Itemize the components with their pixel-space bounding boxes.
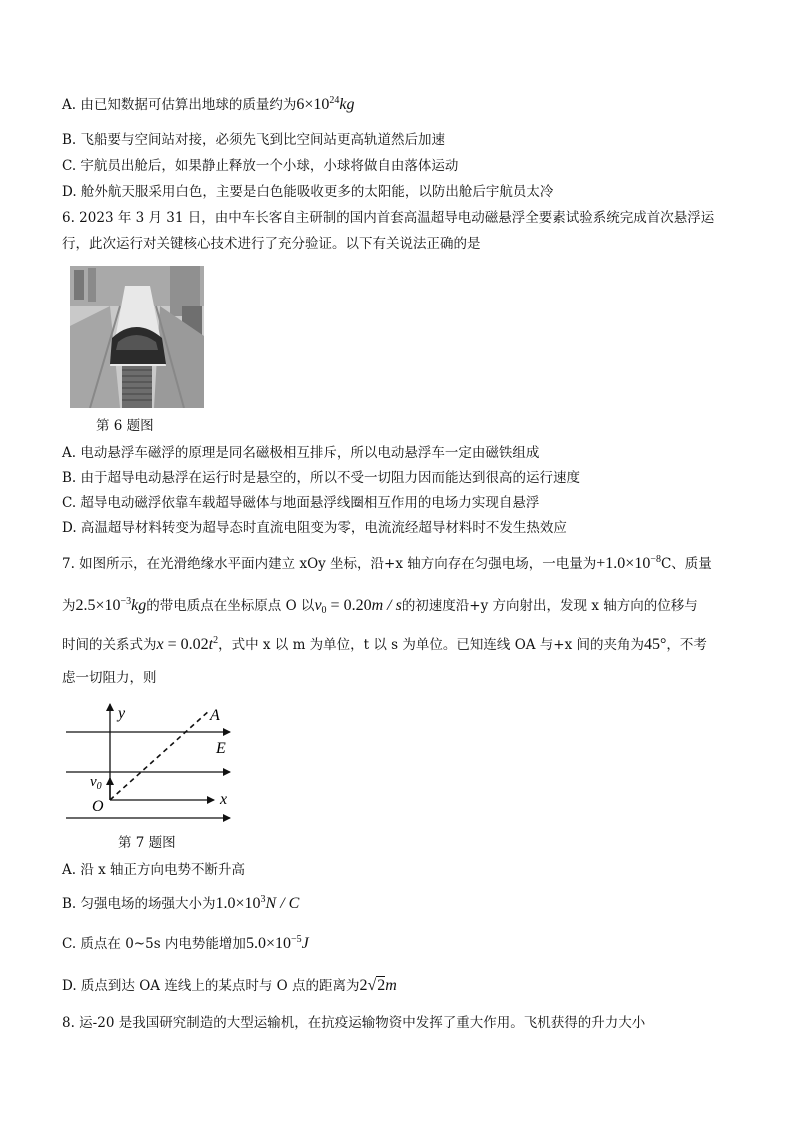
y-label: y: [118, 705, 126, 722]
q5-option-a: A. 由已知数据可估算出地球的质量约为$6\times 10^{24}kg$: [62, 95, 355, 113]
q5-option-c: C. 宇航员出舱后，如果静止释放一个小球，小球将做自由落体运动: [62, 158, 459, 174]
q7-option-c-math: $5.0\times 10^{-5}J$: [245, 934, 309, 952]
q7-option-b: B. 匀强电场的场强大小为$1.0\times 10^3N / C$: [62, 894, 300, 912]
q6-stem-line2: 行，此次运行对关键核心技术进行了充分验证。以下有关说法正确的是: [62, 236, 481, 252]
q7-option-c: C. 质点在 0~5s 内电势能增加$5.0\times 10^{-5}J$: [62, 934, 309, 952]
q6-option-c: C. 超导电动磁浮依靠车载超导磁体与地面悬浮线圈相互作用的电场力实现自悬浮: [62, 495, 540, 511]
q7-charge-value: $+1.0\times 10^{-8}$: [596, 554, 661, 572]
x-label: x: [220, 791, 228, 808]
maglev-train-photo: [70, 266, 204, 408]
q5-option-d: D. 舱外航天服采用白色，主要是白色能吸收更多的太阳能，以防出舱后宇航员太冷: [62, 184, 554, 200]
q7-option-d: D. 质点到达 OA 连线上的某点时与 O 点的距离为2√2m: [62, 977, 397, 994]
q7-velocity-value: $v_0 = 0.20m / s$: [314, 597, 402, 616]
q7-figure-caption: 第 7 题图: [118, 835, 176, 851]
q7-diagram-svg: [60, 700, 240, 830]
q7-option-a: A. 沿 x 轴正方向电势不断升高: [62, 862, 246, 878]
q7-stem-line3: 时间的关系式为$x = 0.02t^2$，式中 x 以 m 为单位，t 以 s 为单位。已知连线 OA 与+x 间的夹角为45°，不考: [62, 635, 707, 653]
q6-option-a: A. 电动悬浮车磁浮的原理是同名磁极相互排斥，所以电动悬浮车一定由磁铁组成: [62, 445, 540, 461]
q7-option-d-math: 2√2m: [359, 977, 397, 994]
q7-displacement-formula: $x = 0.02t^2$: [156, 635, 219, 653]
o-label: O: [92, 798, 104, 815]
v0-label: $v_0$: [90, 774, 102, 792]
q6-stem-line1: 6. 2023 年 3 月 31 日，由中车长客自主研制的国内首套高温超导电动磁悬浮全要素试验系统完成首次悬浮运: [62, 210, 715, 226]
q8-stem-line1: 8. 运-20 是我国研究制造的大型运输机，在抗疫运输物资中发挥了重大作用。飞机获得的升力大小: [62, 1015, 646, 1031]
q7-option-b-math: $1.0\times 10^3N / C$: [215, 894, 300, 912]
q7-stem-line2: 为$2.5\times 10^{-3}kg$的带电质点在坐标原点 O 以$v_0 = 0.20m / s$的初速度沿+y 方向射出，发现 x 轴方向的位移与: [62, 596, 698, 616]
q5-option-a-math: $6\times 10^{24}kg$: [296, 95, 355, 113]
q7-field-diagram: [60, 700, 240, 830]
q7-stem-line4: 虑一切阻力，则: [62, 670, 157, 686]
q7-stem-line1: 7. 如图所示，在光滑绝缘水平面内建立 xOy 坐标，沿+x 轴方向存在匀强电场，一电量为$+1.0\times 10^{-8}C$、质量: [62, 554, 712, 572]
q7-mass-value: $2.5\times 10^{-3}kg$: [75, 596, 147, 614]
q6-option-b: B. 由于超导电动悬浮在运行时是悬空的，所以不受一切阻力因而能达到很高的运行速度: [62, 470, 581, 486]
q7-angle-value: 45°: [644, 636, 667, 653]
q5-option-b: B. 飞船要与空间站对接，必须先飞到比空间站更高轨道然后加速: [62, 132, 446, 148]
q6-option-d: D. 高温超导材料转变为超导态时直流电阻变为零，电流流经超导材料时不发生热效应: [62, 520, 567, 536]
maglev-train-illustration: [70, 266, 204, 408]
a-label: A: [210, 707, 220, 724]
q6-figure-caption: 第 6 题图: [96, 418, 154, 434]
oa-dashed-line: [110, 710, 210, 800]
e-label: E: [216, 740, 226, 757]
